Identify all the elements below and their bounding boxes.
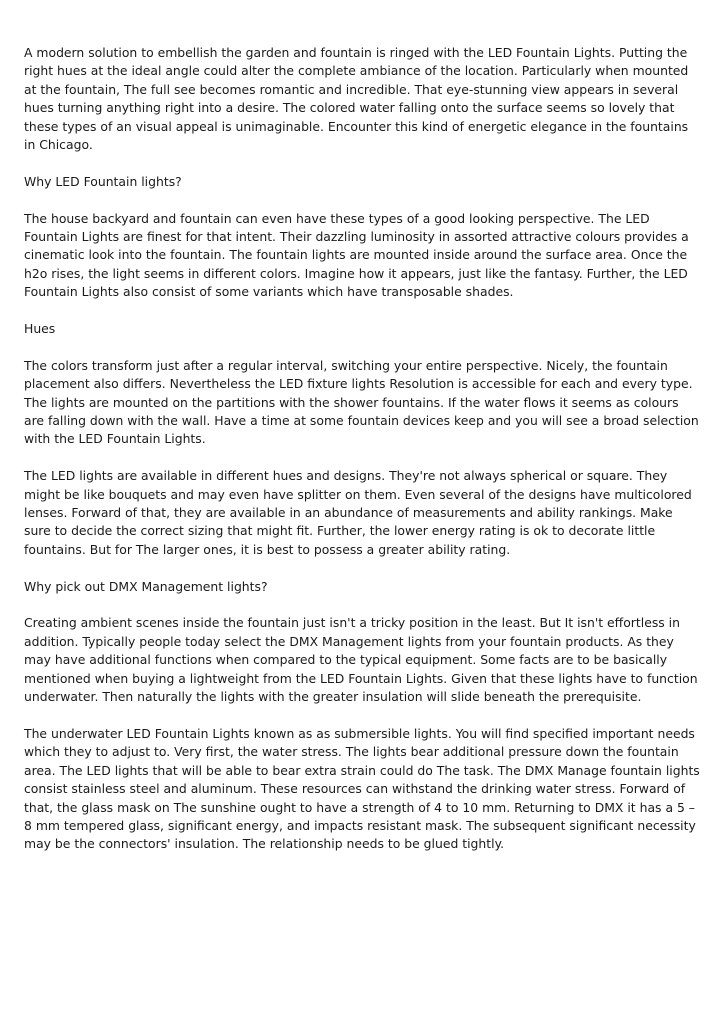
paragraph-intro: A modern solution to embellish the garden and fountain is ringed with the LED Fountain Lights. Putting the right hues at the ideal angle could alter the complete ambiance of the location. Particularly when mounted at the fountain, The full see becomes romantic and incredible. That eye-stunning view appears in several hues turning anything right into a desire. The colored water falling onto the surface seems so lovely that these types of an visual appeal is unimaginable. Encounter this kind of energetic elegance in the fountains in Chicago. (24, 45, 689, 153)
section-heading-hues: Hues (24, 321, 56, 337)
section-heading-dmx: Why pick out DMX Management lights? (24, 578, 268, 594)
section-heading-why-led: Why LED Fountain lights? (24, 173, 182, 189)
paragraph-colors: The colors transform just after a regular interval, switching your entire perspective. Nicely, the fountain placement also differs. Nevertheless the LED fixture lights Resolution is accessible for each and every type. The lights are mounted on the partitions with the shower fountains. If the water flows it seems as colours are falling down with the wall. Have a time at some fountain devices keep and you will see a broad selection with the LED Fountain Lights. (24, 357, 699, 447)
paragraph-designs: The LED lights are available in different hues and designs. They're not always spherical or square. They might be like bouquets and may even have splitter on them. Even several of the designs have multicolored lenses. Forward of that, they are available in an abundance of measurements and ability rankings. Make sure to decide the correct sizing that might fit. Further, the lower energy rating is ok to decorate little fountains. But for The larger ones, it is best to possess a greater ability rating. (24, 468, 692, 557)
paragraph-underwater: The underwater LED Fountain Lights known as as submersible lights. You will find specified important needs which they to adjust to. Very first, the water stress. The lights bear additional pressure down the fountain area. The LED lights that will be able to bear extra strain could do The task. The DMX Manage fountain lights consist stainless steel and aluminum. These resources can withstand the drinking water stress. Forward of that, the glass mask on The sunshine ought to have a strength of 4 to 10 mm. Returning to DMX it has a 5 – 8 mm tempered glass, significant energy, and impacts resistant mask. The subsequent significant necessity may be the connectors' insulation. The relationship needs to be glued tightly. (24, 725, 700, 852)
paragraph-backyard: The house backyard and fountain can even have these types of a good looking perspective. The LED Fountain Lights are finest for that intent. Their dazzling luminosity in assorted attractive colours provides a cinematic look into the fountain. The fountain lights are mounted inside around the surface area. Once the h2o rises, the light seems in different colors. Imagine how it appears, just like the fantasy. Further, the LED Fountain Lights also consist of some variants which have transposable shades. (24, 210, 689, 300)
paragraph-ambient-scenes: Creating ambient scenes inside the fountain just isn't a tricky position in the least. But It isn't effortless in addition. Typically people today select the DMX Management lights from your fountain products. As they may have additional functions when compared to the typical equipment. Some facts are to be basically mentioned when buying a lightweight from the LED Fountain Lights. Given that these lights have to function underwater. Then naturally the lights with the greater insulation will slide beneath the prerequisite. (24, 615, 698, 705)
document-page (24, 44, 700, 872)
